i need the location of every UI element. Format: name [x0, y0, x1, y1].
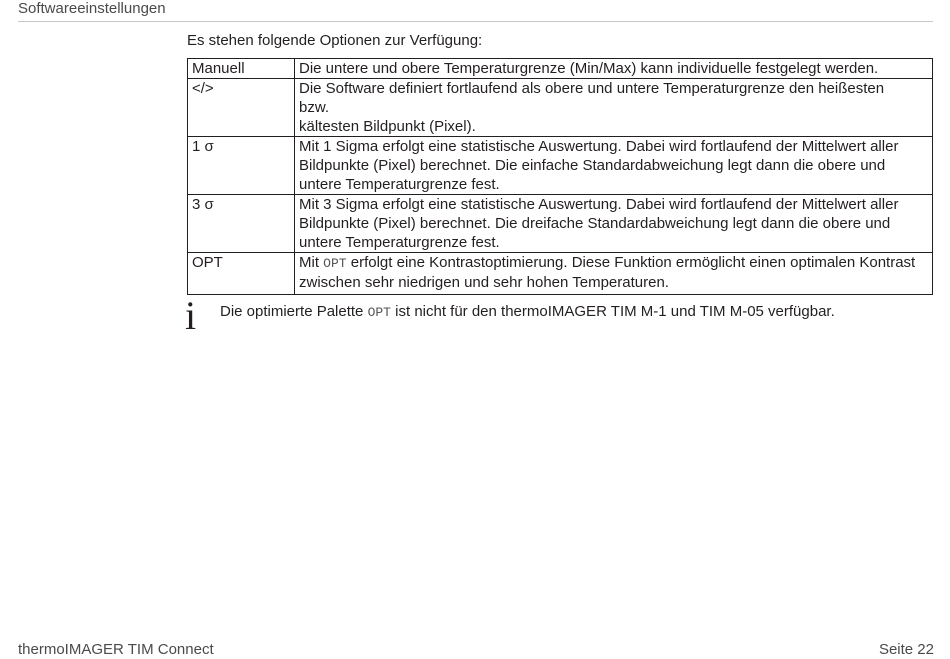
- info-icon: i: [185, 293, 197, 338]
- option-name: OPT: [188, 253, 295, 295]
- table-row: [188, 137, 933, 195]
- option-description: [295, 253, 933, 295]
- description-line: bzw.: [299, 99, 330, 116]
- footer-page-number: Seite 22: [878, 641, 934, 658]
- table-row: [188, 253, 933, 295]
- description-line: Die Software definiert fortlaufend als obere und untere Temperaturgrenze den heißesten: [299, 80, 885, 97]
- code-term: OPT: [323, 256, 347, 271]
- description-suffix: erfolgt eine Kontrastoptimierung. Diese Funktion ermöglicht einen optimalen Kontrast zwischen sehr niedrigen und sehr hohen Temperaturen.: [299, 254, 916, 291]
- option-name: </>: [188, 79, 295, 137]
- option-description: [295, 79, 933, 137]
- intro-text: Es stehen folgende Optionen zur Verfügung:: [187, 32, 483, 49]
- code-term: OPT: [367, 305, 391, 320]
- options-table: [187, 58, 933, 295]
- note-prefix: Die optimierte Palette: [220, 303, 368, 320]
- table-row: [188, 79, 933, 137]
- description-prefix: Mit: [299, 254, 324, 271]
- option-name: Manuell: [188, 59, 295, 79]
- footer-product-name: thermoIMAGER TIM Connect: [18, 641, 214, 658]
- page-section-title: Softwareeinstellungen: [18, 0, 166, 17]
- note-suffix: ist nicht für den thermoIMAGER TIM M-1 und TIM M-05 verfügbar.: [390, 303, 835, 320]
- table-row: [188, 195, 933, 253]
- info-note: [220, 302, 835, 322]
- description-line: kältesten Bildpunkt (Pixel).: [299, 118, 476, 135]
- table-row: [188, 59, 933, 79]
- option-name: 1 σ: [188, 137, 295, 195]
- option-description: Mit 1 Sigma erfolgt eine statistische Auswertung. Dabei wird fortlaufend der Mittelwert aller Bildpunkte (Pixel) berechnet. Die einfache Standardabweichung legt dann die obere und untere Temperaturgrenze fest.: [295, 137, 933, 195]
- option-description: Die untere und obere Temperaturgrenze (Min/Max) kann individuelle festgelegt werden.: [295, 59, 933, 79]
- header-divider: [18, 21, 933, 22]
- option-name: 3 σ: [188, 195, 295, 253]
- option-description: Mit 3 Sigma erfolgt eine statistische Auswertung. Dabei wird fortlaufend der Mittelwert aller Bildpunkte (Pixel) berechnet. Die dreifache Standardabweichung legt dann die obere und untere Temperaturgrenze fest.: [295, 195, 933, 253]
